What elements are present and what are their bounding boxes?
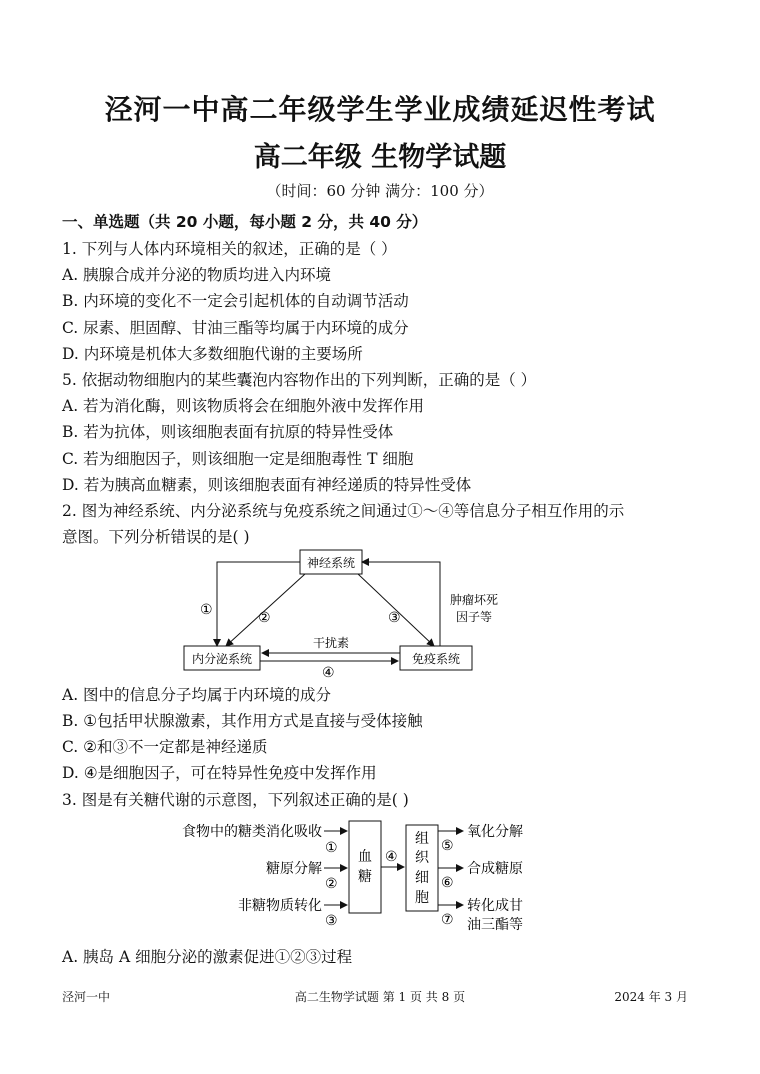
q5-option-c: C. 若为细胞因子，则该细胞一定是细胞毒性 T 细胞 (62, 450, 414, 468)
q1-option-c: C. 尿素、胆固醇、甘油三酯等均属于内环境的成分 (62, 319, 409, 337)
q2-stem-line1: 2. 图为神经系统、内分泌系统与免疫系统之间通过①～④等信息分子相互作用的示 (62, 502, 625, 520)
exam-title: 泾河一中高二年级学生学业成绩延迟性考试 (104, 93, 656, 126)
nervous-system-label: 神经系统 (306, 556, 356, 570)
output-glycogen: 合成糖原 (467, 861, 523, 877)
q1-option-b: B. 内环境的变化不一定会引起机体的自动调节活动 (62, 292, 409, 310)
marker-q3-3: ③ (325, 913, 338, 929)
q5-stem: 5. 依据动物细胞内的某些囊泡内容物作出的下列判断，正确的是（ ） (62, 371, 537, 389)
blood-sugar-char-1: 血 (358, 849, 372, 865)
q5-option-a: A. 若为消化酶，则该物质将会在细胞外液中发挥作用 (62, 397, 425, 415)
marker-q3-1: ① (325, 840, 338, 856)
q1-option-a: A. 胰腺合成并分泌的物质均进入内环境 (62, 266, 332, 284)
marker-q3-6: ⑥ (441, 875, 454, 891)
q3-option-a: A. 胰岛 A 细胞分泌的激素促进①②③过程 (62, 948, 353, 966)
footer-date: 2024 年 3 月 (614, 990, 688, 1004)
marker-q3-4: ④ (385, 849, 398, 865)
footer-school: 泾河一中 (62, 990, 111, 1004)
q5-option-b: B. 若为抗体，则该细胞表面有抗原的特异性受体 (62, 423, 394, 441)
q2-option-d: D. ④是细胞因子，可在特异性免疫中发挥作用 (62, 764, 377, 782)
marker-2: ② (258, 610, 271, 626)
arrow-tnf (362, 562, 440, 646)
marker-q3-5: ⑤ (441, 838, 454, 854)
exam-subtitle: 高二年级 生物学试题 (253, 142, 507, 173)
q2-option-c: C. ②和③不一定都是神经递质 (62, 738, 268, 756)
endocrine-system-label: 内分泌系统 (191, 652, 253, 666)
arrow-1 (217, 562, 300, 646)
section-heading: 一、单选题（共 20 小题，每小题 2 分，共 40 分） (62, 213, 428, 231)
source-digestion: 食物中的糖类消化吸收 (182, 824, 322, 840)
q2-stem-line2: 意图。下列分析错误的是( ) (62, 528, 250, 546)
tissue-cell-char-4: 胞 (415, 890, 429, 906)
tissue-cell-char-2: 织 (415, 850, 429, 866)
blood-sugar-char-2: 糖 (358, 869, 372, 885)
q2-diagram (0, 540, 760, 680)
source-nonsugar: 非糖物质转化 (238, 898, 322, 914)
q2-option-a: A. 图中的信息分子均属于内环境的成分 (62, 686, 332, 704)
marker-q3-2: ② (325, 876, 338, 892)
tissue-cell-char-3: 细 (415, 870, 429, 886)
output-triglyceride-line2: 油三酯等 (467, 917, 523, 933)
q5-option-d: D. 若为胰高血糖素，则该细胞表面有神经递质的特异性受体 (62, 476, 472, 494)
tnf-label-line2: 因子等 (456, 610, 493, 624)
marker-1: ① (200, 602, 213, 618)
output-oxidation: 氧化分解 (467, 824, 523, 840)
q1-stem: 1. 下列与人体内环境相关的叙述，正确的是（ ） (62, 240, 397, 258)
marker-3: ③ (388, 610, 401, 626)
q3-stem: 3. 图是有关糖代谢的示意图，下列叙述正确的是( ) (62, 791, 409, 809)
q1-option-d: D. 内环境是机体大多数细胞代谢的主要场所 (62, 345, 363, 363)
output-triglyceride-line1: 转化成甘 (467, 898, 523, 914)
q3-diagram (0, 815, 760, 940)
interferon-label: 干扰素 (312, 636, 350, 650)
immune-system-label: 免疫系统 (411, 652, 461, 666)
footer-page-info: 高二生物学试题 第 1 页 共 8 页 (294, 990, 466, 1004)
q2-option-b: B. ①包括甲状腺激素，其作用方式是直接与受体接触 (62, 712, 423, 730)
exam-info: （时间：60 分钟 满分：100 分） (266, 182, 494, 200)
source-glycogen: 糖原分解 (266, 861, 322, 877)
tnf-label-line1: 肿瘤坏死 (450, 593, 499, 607)
marker-4: ④ (322, 665, 335, 680)
blood-sugar-box (349, 821, 381, 913)
tissue-cell-char-1: 组 (415, 831, 429, 847)
marker-q3-7: ⑦ (441, 912, 454, 928)
